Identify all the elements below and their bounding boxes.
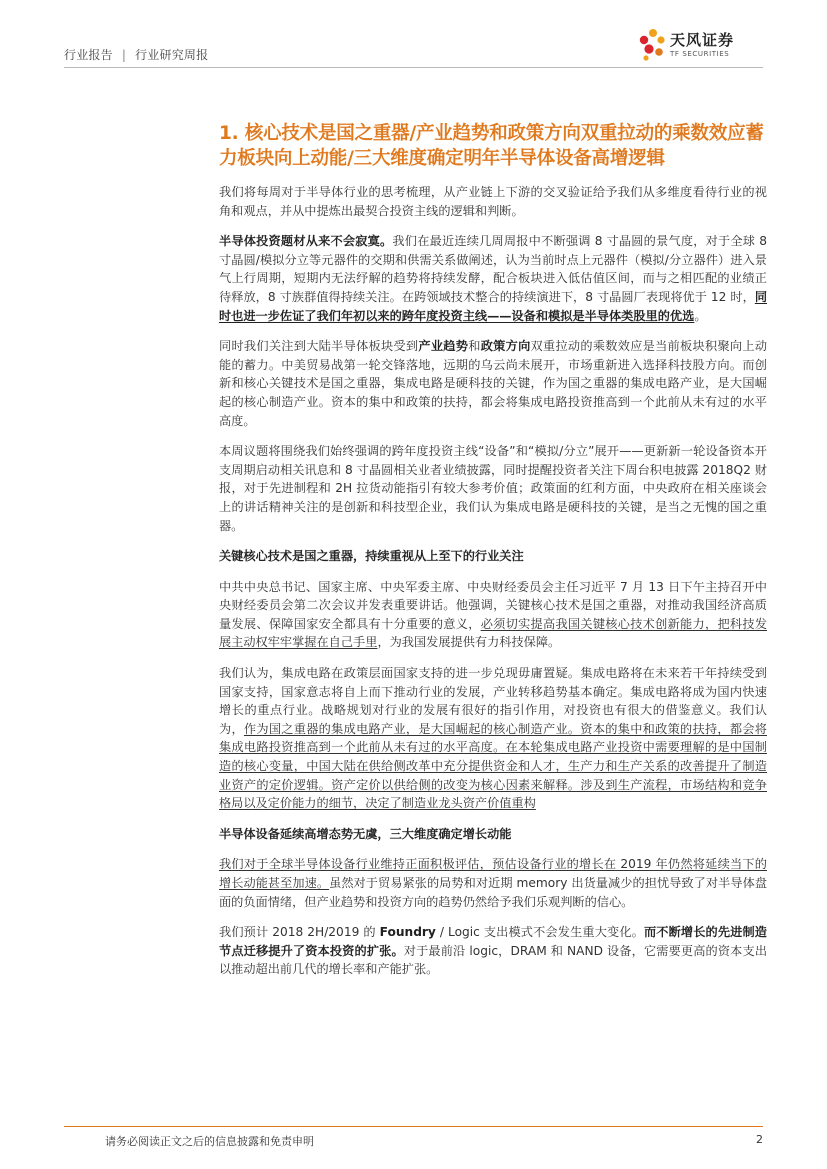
paragraph-text: / Logic 支出模式不会发生重大变化。 <box>435 925 644 940</box>
logo-dot <box>649 29 657 37</box>
paragraph-emphasis: 而不断增长的先进制造节点迁移提升了资本投资的扩张。 <box>219 925 767 958</box>
header-divider <box>64 67 763 68</box>
logo-dot <box>643 55 648 60</box>
page-number: 2 <box>756 1133 763 1146</box>
paragraph-text: 。 <box>694 308 707 323</box>
paragraph-text: 双重拉动的乘数效应是当前板块积聚向上动能的蓄力。中美贸易战第一轮交锋落地，远期的乌云尚未展开，市场重新进入选择科技股方向。而创新和核心关键技术是国之重器，集成电路是硬科技的关键，作为国之重器的集成电路产业，是大国崛起的核心制造产业。资本的集中和政策的扶持，都会将集成电路投资推高到一个此前从未有过的水平高度。 <box>219 339 768 428</box>
tf-securities-logo <box>637 28 757 68</box>
paragraph-text: 中共中央总书记、国家主席、中央军委主席、中央财经委员会主任习近平 7 月 13 日下午主持召开中央财经委员会第二次会议并发表重要讲话。他强调，关键核心技术是国之重器，对推动我国经济高质量发展、保障国家安全都具有十分重要的意义， <box>219 579 767 631</box>
logo-dot <box>655 48 663 56</box>
subheading-equipment-growth: 半导体设备延续高增态势无虞，三大维度确定增长动能 <box>219 826 512 841</box>
report-subtype-label: 行业研究周报 <box>135 48 209 62</box>
logo-mark-icon <box>637 28 669 62</box>
disclaimer-note: 请务必阅读正文之后的信息披露和免责申明 <box>105 1135 314 1148</box>
intro-paragraph: 我们将每周对于半导体行业的思考梳理，从产业链上下游的交叉验证给予我们从多维度看待行业的视角和观点，并从中提炼出最契合投资主线的逻辑和判断。 <box>219 185 767 218</box>
header-separator: | <box>121 48 127 62</box>
paragraph-underlined: 作为国之重器的集成电路产业，是大国崛起的核心制造产业。资本的集中和政策的扶持，都会将集成电路投资推高到一个此前从未有过的水平高度。在本轮集成电路产业投资中需要理解的是中国制造的核心变量，中国大陆在供给侧改革中充分提供资金和人才，生产力和生产关系的改善提升了制造业资产的定价逻辑。资产定价以供给侧的改变为核心因素来解释。涉及到生产流程，市场结构和竞争格局以及定价能力的细节，决定了制造业龙头资产价值重构 <box>219 721 767 811</box>
logo-text: 天风证券 <box>670 31 735 49</box>
logo-dot <box>640 36 648 44</box>
paragraph-8inch-wafer <box>219 232 767 325</box>
header-labels <box>64 46 208 63</box>
paragraph-emphasis: 产业趋势 <box>418 339 469 354</box>
paragraph-text: 我们预计 2018 2H/2019 的 <box>219 925 380 940</box>
paragraph-text: 对于最前沿 logic，DRAM 和 NAND 设备，它需要更高的资本支出以推动超出前几代的增长率和产能扩张。 <box>219 943 768 977</box>
paragraph-text: 和 <box>468 339 481 354</box>
report-body <box>219 183 767 991</box>
footer-divider <box>64 1126 763 1127</box>
paragraph-text: 同时我们关注到大陆半导体板块受到 <box>219 339 419 354</box>
paragraph-lead: 半导体投资题材从来不会寂寞。 <box>219 234 393 249</box>
paragraph-underlined: 我们对于全球半导体设备行业维持正面积极评估，预估设备行业的增长在 2019 年仍然将延续当下的增长动能甚至加速。 <box>219 857 767 890</box>
paragraph-text: 我们认为，集成电路在政策层面国家支持的进一步兑现毋庸置疑。集成电路将在未来若干年持续受到国家支持，国家意志将自上而下推动行业的发展，产业转移趋势基本确定。集成电路将成为国内快速增长的重点行业。战略规划对行业的发展有很好的指引作用，对投资也有很大的借鉴意义。我们认为， <box>219 666 767 736</box>
paragraph-text: 虽然对于贸易紧张的局势和对近期 memory 出货量减少的担忧导致了对半导体盘面的负面情绪，但产业趋势和投资方向的趋势仍然给予我们乐观判断的信心。 <box>219 876 768 909</box>
paragraph-central-meeting <box>219 578 767 652</box>
paragraph-emphasis: 同时也进一步佐证了我们年初以来的跨年度投资主线——设备和模拟是半导体类股里的优选 <box>219 289 767 323</box>
paragraph-text: 我们在最近连续几周周报中不断强调 8 寸晶圆的景气度，对于全球 8 寸晶圆/模拟分立等元器件的交期和供需关系做阐述，认为当前时点上元器件（模拟/分立器件）进入景气上行周期，短期内无法纾解的趋势将持续发酵，配合板块进入低估值区间，而与之相匹配的业绩正待释放，8 寸族群值得持续关注。在跨领域技术整合的持续演进下，8 寸晶圆厂表现将优于 12 时， <box>219 234 767 304</box>
report-type-label: 行业报告 <box>64 48 113 62</box>
paragraph-weekly-topic: 本周议题将围绕我们始终强调的跨年度投资主线“设备”和“模拟/分立”展开——更新新一轮设备资本开支周期启动相关讯息和 8 寸晶圆相关业者业绩披露，同时提醒投资者关注下周台积电披露 2018Q2 财报，对于先进制程和 2H 拉货动能指引有较大参考价值；政策面的红利方面，中央政府在相关座谈会上的讲话精神关注的是创新和科技型企业，我们认为集成电路是硬科技的关键，是当之无愧的国之重器。 <box>219 444 767 533</box>
paragraph-underlined: 必须切实提高我国关键核心技术创新能力，把科技发展主动权牢牢掌握在自己手里 <box>219 616 768 650</box>
paragraph-emphasis: Foundry <box>379 925 436 940</box>
paragraph-multiplier-effect <box>219 337 767 430</box>
paragraph-emphasis: 政策方向 <box>480 339 531 354</box>
paragraph-foundry-logic <box>219 923 767 979</box>
section-heading: 1. 核心技术是国之重器/产业趋势和政策方向双重拉动的乘数效应蓄力板块向上动能/三大维度确定明年半导体设备高增逻辑 <box>219 123 764 169</box>
logo-dot <box>644 44 653 53</box>
logo-dot <box>657 36 664 43</box>
paragraph-equipment-outlook <box>219 855 767 911</box>
paragraph-policy-support <box>219 664 767 813</box>
logo-english-text: TF SECURITIES <box>670 50 730 58</box>
paragraph-text: ，为我国发展提供有力科技保障。 <box>377 635 561 650</box>
subheading-core-technology: 关键核心技术是国之重器，持续重视从上至下的行业关注 <box>219 549 524 564</box>
